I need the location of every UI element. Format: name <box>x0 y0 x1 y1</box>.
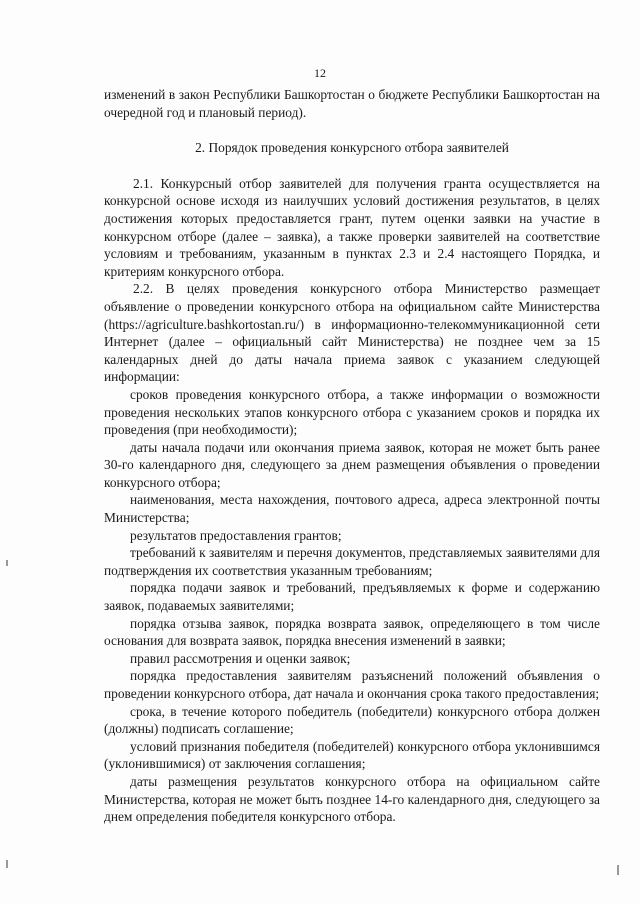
list-item: наименования, места нахождения, почтового адреса, адреса электронной почты Министерства; <box>104 492 600 526</box>
list-item: сроков проведения конкурсного отбора, а также информации о возможности проведения нескольких этапов конкурсного отбора с указанием сроков и порядка их проведения (при необходимости); <box>104 386 600 438</box>
paragraph-2-2: 2.2. В целях проведения конкурсного отбора Министерство размещает объявление о проведении конкурсного отбора на официальном сайте Министерства (https://agriculture.bashkortostan.ru/) в информационно-телекоммуникационной сети Интернет (далее – официальный сайт Министерства) не позднее чем за 15 календарных дней до даты начала приема заявок с указанием следующей информации: <box>104 281 600 385</box>
list-item: срока, в течение которого победитель (победители) конкурсного отбора должен (должны) подписать соглашение; <box>104 703 600 737</box>
page-number: 12 <box>314 66 326 80</box>
list-item: порядка предоставления заявителям разъяснений положений объявления о проведении конкурсного отбора, дат начала и окончания срока такого предоставления; <box>104 668 600 701</box>
list-item: требований к заявителям и перечня документов, представляемых заявителями для подтверждения их соответствия указанным требованиям; <box>104 545 600 578</box>
spacer <box>104 167 600 175</box>
scan-mark <box>6 860 8 868</box>
scan-mark <box>617 865 619 875</box>
section-heading: 2. Порядок проведения конкурсного отбора заявителей <box>195 140 509 156</box>
paragraph-2-1: 2.1. Конкурсный отбор заявителей для получения гранта осуществляется на конкурсной основе исходя из наилучших условий достижения результатов, в целях достижения которых предоставляется грант, путем оценки заявки на участие в конкурсном отборе (далее – заявка), а также проверки заявителей на соответствие условиям и требованиям, указанным в пунктах 2.3 и 2.4 настоящего Порядка, и критериям конкурсного отбора. <box>104 175 600 279</box>
list-item: порядка подачи заявок и требований, предъявляемых к форме и содержанию заявок, подаваемых заявителями; <box>104 580 600 614</box>
list-item: порядка отзыва заявок, порядка возврата заявок, определяющего в том числе основания для возврата заявок, порядка внесения изменений в заявки; <box>104 615 600 649</box>
list-item: даты начала подачи или окончания приема заявок, которая не может быть ранее 30-го календарного дня, следующего за днем размещения объявления о проведении конкурсного отбора; <box>104 439 600 490</box>
list-item: условий признания победителя (победителей) конкурсного отбора уклонившимся (уклонившимися) от заключения соглашения; <box>104 738 600 772</box>
list-item: результатов предоставления грантов; <box>130 527 342 543</box>
intro-paragraph: изменений в закон Республики Башкортостан о бюджете Республики Башкортостан на очередной год и плановый период). <box>104 87 600 120</box>
spacer <box>104 121 600 129</box>
list-item: правил рассмотрения и оценки заявок; <box>130 650 351 666</box>
list-item: даты размещения результатов конкурсного отбора на официальном сайте Министерства, которая не может быть позднее 14-го календарного дня, следующего за днем определения победителя конкурсного отбора. <box>104 773 600 825</box>
scan-mark <box>6 560 8 566</box>
document-body <box>104 86 600 826</box>
